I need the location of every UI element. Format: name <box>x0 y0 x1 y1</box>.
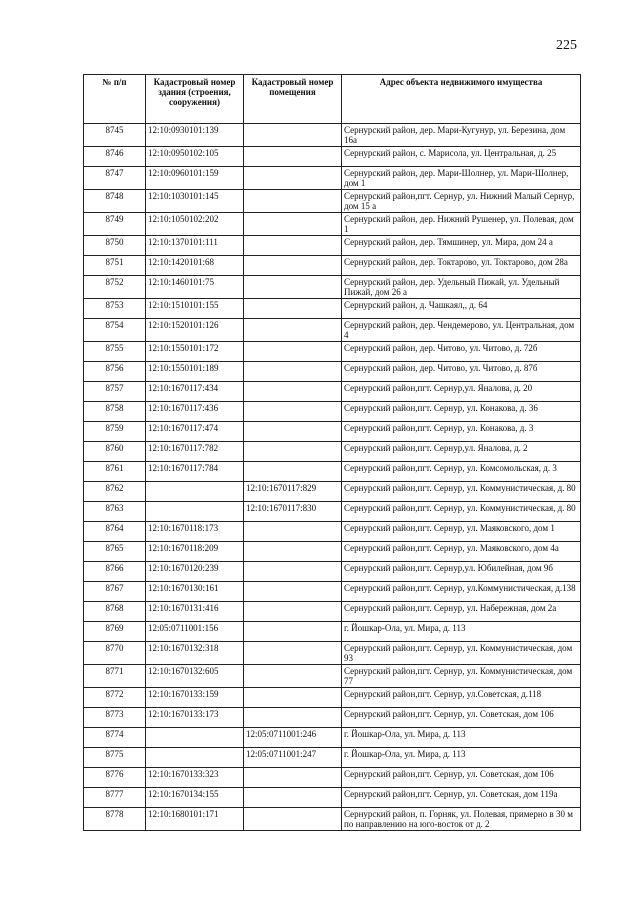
row-number: 8764 <box>84 522 146 542</box>
row-number: 8745 <box>84 124 146 147</box>
building-cadastral-cell <box>146 502 244 522</box>
room-cadastral-cell <box>244 256 342 276</box>
building-cadastral-cell: 12:10:1670117:782 <box>146 442 244 462</box>
address-cell: Сернурский район,пгт. Сернур, ул. Нижний Малый Сернур, дом 15 а <box>342 190 581 213</box>
row-number: 8752 <box>84 276 146 299</box>
table-row <box>84 342 581 362</box>
row-number: 8748 <box>84 190 146 213</box>
building-cadastral-cell: 12:10:1670118:209 <box>146 542 244 562</box>
table-row <box>84 362 581 382</box>
room-cadastral-cell: 12:10:1670117:830 <box>244 502 342 522</box>
room-cadastral-cell <box>244 213 342 236</box>
building-cadastral-cell: 12:10:1670132:605 <box>146 665 244 688</box>
address-cell: Сернурский район,пгт. Сернур, ул. Коммунистическая, д. 80 <box>342 502 581 522</box>
building-cadastral-cell: 12:10:1670133:323 <box>146 768 244 788</box>
table-row <box>84 728 581 748</box>
address-cell: Сернурский район, дер. Читово, ул. Читово, д. 72б <box>342 342 581 362</box>
address-cell: Сернурский район,пгт. Сернур, ул. Маяковского, дом 4а <box>342 542 581 562</box>
building-cadastral-cell: 12:10:1670134:155 <box>146 788 244 808</box>
table-row <box>84 442 581 462</box>
building-cadastral-cell: 12:05:0711001:156 <box>146 622 244 642</box>
building-cadastral-cell: 12:10:1670130:161 <box>146 582 244 602</box>
table-row <box>84 708 581 728</box>
room-cadastral-cell: 12:05:0711001:246 <box>244 728 342 748</box>
header-address: Адрес объекта недвижимого имущества <box>342 75 581 124</box>
table-row <box>84 642 581 665</box>
room-cadastral-cell <box>244 276 342 299</box>
header-room-cadastral: Кадастровый номер помещения <box>244 75 342 124</box>
room-cadastral-cell <box>244 167 342 190</box>
building-cadastral-cell: 12:10:1670132:318 <box>146 642 244 665</box>
address-cell: Сернурский район, дер. Чендемерово, ул. Центральная, дом 4 <box>342 319 581 342</box>
row-number: 8749 <box>84 213 146 236</box>
row-number: 8747 <box>84 167 146 190</box>
row-number: 8750 <box>84 236 146 256</box>
row-number: 8773 <box>84 708 146 728</box>
building-cadastral-cell: 12:10:1670120:239 <box>146 562 244 582</box>
row-number: 8754 <box>84 319 146 342</box>
building-cadastral-cell: 12:10:1520101:126 <box>146 319 244 342</box>
address-cell: Сернурский район,пгт. Сернур,ул. Яналова, д. 2 <box>342 442 581 462</box>
table-row <box>84 665 581 688</box>
building-cadastral-cell: 12:10:1420101:68 <box>146 256 244 276</box>
building-cadastral-cell: 12:10:1670133:159 <box>146 688 244 708</box>
row-number: 8769 <box>84 622 146 642</box>
row-number: 8777 <box>84 788 146 808</box>
room-cadastral-cell <box>244 299 342 319</box>
building-cadastral-cell: 12:10:1670117:436 <box>146 402 244 422</box>
room-cadastral-cell <box>244 522 342 542</box>
table-row <box>84 319 581 342</box>
room-cadastral-cell <box>244 147 342 167</box>
table-row <box>84 462 581 482</box>
address-cell: Сернурский район,пгт. Сернур, ул. Советская, дом 106 <box>342 708 581 728</box>
room-cadastral-cell <box>244 642 342 665</box>
row-number: 8766 <box>84 562 146 582</box>
table-row <box>84 402 581 422</box>
table-row <box>84 768 581 788</box>
address-cell: Сернурский район,пгт. Сернур, ул.Коммунистическая, д.138 <box>342 582 581 602</box>
address-cell: г. Йошкар-Ола, ул. Мира, д. 113 <box>342 728 581 748</box>
row-number: 8767 <box>84 582 146 602</box>
room-cadastral-cell <box>244 708 342 728</box>
table-row <box>84 147 581 167</box>
address-cell: Сернурский район, дер. Читово, ул. Читово, д. 87б <box>342 362 581 382</box>
row-number: 8755 <box>84 342 146 362</box>
room-cadastral-cell <box>244 382 342 402</box>
table-row <box>84 382 581 402</box>
address-cell: Сернурский район,пгт. Сернур, ул. Конакова, д. 3 <box>342 422 581 442</box>
building-cadastral-cell <box>146 748 244 768</box>
table-row <box>84 622 581 642</box>
row-number: 8774 <box>84 728 146 748</box>
table-row <box>84 276 581 299</box>
address-cell: Сернурский район, п. Горняк, ул. Полевая, примерно в 30 м по направлению на юго-восток от д. 2 <box>342 808 581 831</box>
room-cadastral-cell <box>244 236 342 256</box>
row-number: 8770 <box>84 642 146 665</box>
room-cadastral-cell <box>244 582 342 602</box>
header-num: № п/п <box>84 75 146 124</box>
row-number: 8761 <box>84 462 146 482</box>
row-number: 8778 <box>84 808 146 831</box>
table-row <box>84 167 581 190</box>
row-number: 8756 <box>84 362 146 382</box>
building-cadastral-cell: 12:10:1670117:784 <box>146 462 244 482</box>
building-cadastral-cell: 12:10:1460101:75 <box>146 276 244 299</box>
address-cell: Сернурский район,пгт. Сернур, ул. Набережная, дом 2а <box>342 602 581 622</box>
table-row <box>84 748 581 768</box>
table-row <box>84 124 581 147</box>
table-row <box>84 808 581 831</box>
address-cell: Сернурский район,пгт. Сернур, ул. Коммунистическая, дом 77 <box>342 665 581 688</box>
table-row <box>84 542 581 562</box>
address-cell: Сернурский район, дер. Мари-Шолнер, ул. Мари-Шолнер, дом 1 <box>342 167 581 190</box>
page-number: 225 <box>556 38 577 53</box>
building-cadastral-cell <box>146 482 244 502</box>
row-number: 8751 <box>84 256 146 276</box>
address-cell: Сернурский район, д. Чашкаял,, д. 64 <box>342 299 581 319</box>
building-cadastral-cell: 12:10:0960101:159 <box>146 167 244 190</box>
address-cell: Сернурский район, дер. Тямшинер, ул. Мира, дом 24 а <box>342 236 581 256</box>
row-number: 8759 <box>84 422 146 442</box>
building-cadastral-cell: 12:10:1670117:474 <box>146 422 244 442</box>
building-cadastral-cell: 12:10:1670131:416 <box>146 602 244 622</box>
building-cadastral-cell: 12:10:0930101:139 <box>146 124 244 147</box>
table-row <box>84 788 581 808</box>
building-cadastral-cell: 12:10:1670133:173 <box>146 708 244 728</box>
address-cell: г. Йошкар-Ола, ул. Мира, д. 113 <box>342 622 581 642</box>
room-cadastral-cell <box>244 622 342 642</box>
table-row <box>84 190 581 213</box>
address-cell: Сернурский район, дер. Токтарово, ул. Токтарово, дом 28а <box>342 256 581 276</box>
building-cadastral-cell: 12:10:1670117:434 <box>146 382 244 402</box>
room-cadastral-cell <box>244 808 342 831</box>
row-number: 8746 <box>84 147 146 167</box>
building-cadastral-cell: 12:10:1050102:202 <box>146 213 244 236</box>
row-number: 8753 <box>84 299 146 319</box>
row-number: 8757 <box>84 382 146 402</box>
table-body <box>84 124 581 831</box>
room-cadastral-cell: 12:10:1670117:829 <box>244 482 342 502</box>
address-cell: Сернурский район,пгт. Сернур, ул. Маяковского, дом 1 <box>342 522 581 542</box>
building-cadastral-cell: 12:10:1680101:171 <box>146 808 244 831</box>
building-cadastral-cell: 12:10:1370101:111 <box>146 236 244 256</box>
address-cell: Сернурский район,пгт. Сернур, ул. Конакова, д. 36 <box>342 402 581 422</box>
room-cadastral-cell <box>244 688 342 708</box>
address-cell: Сернурский район,пгт. Сернур, ул. Советская, дом 119а <box>342 788 581 808</box>
address-cell: г. Йошкар-Ола, ул. Мира, д. 113 <box>342 748 581 768</box>
row-number: 8758 <box>84 402 146 422</box>
building-cadastral-cell: 12:10:1550101:172 <box>146 342 244 362</box>
table-row <box>84 522 581 542</box>
address-cell: Сернурский район,пгт. Сернур, ул.Советская, д.118 <box>342 688 581 708</box>
room-cadastral-cell <box>244 665 342 688</box>
building-cadastral-cell: 12:10:0950102:105 <box>146 147 244 167</box>
row-number: 8763 <box>84 502 146 522</box>
address-cell: Сернурский район, дер. Мари-Кугунур, ул. Березина, дом 16а <box>342 124 581 147</box>
table-header-row <box>84 75 581 124</box>
room-cadastral-cell <box>244 768 342 788</box>
room-cadastral-cell <box>244 462 342 482</box>
table-row <box>84 688 581 708</box>
room-cadastral-cell <box>244 602 342 622</box>
row-number: 8760 <box>84 442 146 462</box>
room-cadastral-cell <box>244 319 342 342</box>
address-cell: Сернурский район, с. Марисола, ул. Центральная, д. 25 <box>342 147 581 167</box>
table-row <box>84 502 581 522</box>
room-cadastral-cell <box>244 342 342 362</box>
table-row <box>84 236 581 256</box>
room-cadastral-cell <box>244 190 342 213</box>
address-cell: Сернурский район,пгт. Сернур, ул. Комсомольская, д. 3 <box>342 462 581 482</box>
room-cadastral-cell: 12:05:0711001:247 <box>244 748 342 768</box>
address-cell: Сернурский район, дер. Удельный Пижай, ул. Удельный Пижай, дом 26 а <box>342 276 581 299</box>
table-row <box>84 482 581 502</box>
row-number: 8765 <box>84 542 146 562</box>
table-row <box>84 256 581 276</box>
building-cadastral-cell: 12:10:1030101:145 <box>146 190 244 213</box>
row-number: 8762 <box>84 482 146 502</box>
room-cadastral-cell <box>244 422 342 442</box>
header-building-cadastral: Кадастровый номер здания (строения, сооружения) <box>146 75 244 124</box>
row-number: 8772 <box>84 688 146 708</box>
row-number: 8768 <box>84 602 146 622</box>
row-number: 8771 <box>84 665 146 688</box>
address-cell: Сернурский район,пгт. Сернур, ул. Коммунистическая, д. 80 <box>342 482 581 502</box>
address-cell: Сернурский район,пгт. Сернур, ул. Коммунистическая, дом 93 <box>342 642 581 665</box>
building-cadastral-cell <box>146 728 244 748</box>
room-cadastral-cell <box>244 542 342 562</box>
table-row <box>84 582 581 602</box>
building-cadastral-cell: 12:10:1510101:155 <box>146 299 244 319</box>
table-row <box>84 422 581 442</box>
row-number: 8776 <box>84 768 146 788</box>
room-cadastral-cell <box>244 562 342 582</box>
room-cadastral-cell <box>244 362 342 382</box>
row-number: 8775 <box>84 748 146 768</box>
address-cell: Сернурский район, дер. Нижний Рушенер, ул. Полевая, дом 1 <box>342 213 581 236</box>
table-row <box>84 299 581 319</box>
building-cadastral-cell: 12:10:1670118:173 <box>146 522 244 542</box>
table-row <box>84 562 581 582</box>
room-cadastral-cell <box>244 788 342 808</box>
property-table <box>83 74 581 831</box>
room-cadastral-cell <box>244 402 342 422</box>
address-cell: Сернурский район,пгт. Сернур, ул. Советская, дом 106 <box>342 768 581 788</box>
table-row <box>84 602 581 622</box>
address-cell: Сернурский район,пгт. Сернур,ул. Яналова, д. 20 <box>342 382 581 402</box>
room-cadastral-cell <box>244 442 342 462</box>
address-cell: Сернурский район,пгт. Сернур,ул. Юбилейная, дом 9б <box>342 562 581 582</box>
table-row <box>84 213 581 236</box>
room-cadastral-cell <box>244 124 342 147</box>
building-cadastral-cell: 12:10:1550101:189 <box>146 362 244 382</box>
